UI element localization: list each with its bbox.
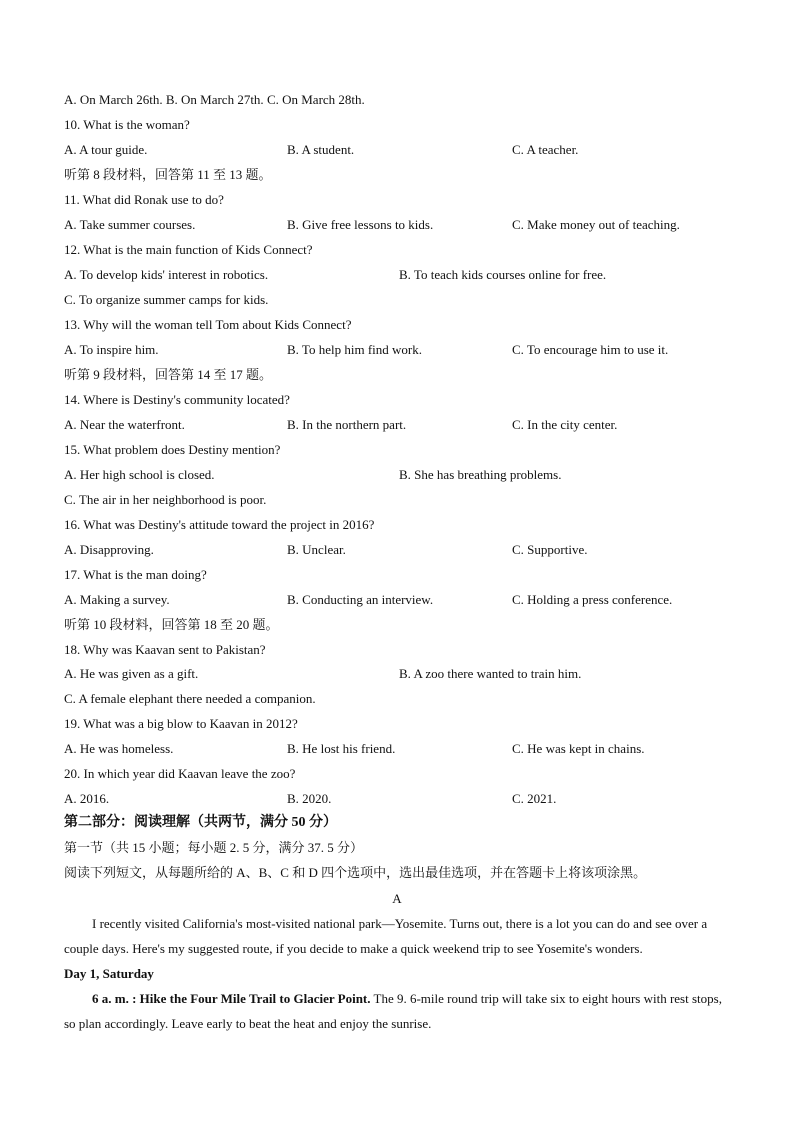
q12-option-b: B. To teach kids courses online for free. [399, 267, 607, 282]
hike-text: The 9. 6-mile round trip will take six to eight hours with rest stops, so plan accordingly. Leave early to beat the heat and enjoy the sunrise. [64, 991, 722, 1031]
q10-options [64, 142, 734, 158]
q14-option-a: A. Near the waterfront. [64, 417, 185, 432]
day-1-heading: Day 1, Saturday [64, 966, 154, 981]
section-10-instruction: 听第 10 段材料，回答第 18 至 20 题。 [64, 617, 279, 632]
q10-question: 10. What is the woman? [64, 117, 190, 132]
q12-option-a: A. To develop kids' interest in robotics. [64, 267, 269, 282]
q18-question: 18. Why was Kaavan sent to Pakistan? [64, 642, 266, 657]
q15-option-b: B. She has breathing problems. [399, 467, 562, 482]
q20-options [64, 791, 734, 807]
q16-option-a: A. Disapproving. [64, 542, 154, 557]
q15-option-a: A. Her high school is closed. [64, 467, 215, 482]
q12-options-row1 [64, 267, 734, 283]
q10-option-b: B. A student. [287, 142, 355, 157]
passage-paragraph-1: I recently visited California's most-visited national park—Yosemite. Turns out, there is a lot you can do and see over a couple days. Here's my suggested route, if you decide to make a quick weekend trip to see Yosemite's wonders. [64, 916, 708, 956]
q20-option-b: B. 2020. [287, 791, 332, 806]
q13-options [64, 342, 734, 358]
q15-option-c: C. The air in her neighborhood is poor. [64, 492, 267, 507]
q19-option-a: A. He was homeless. [64, 741, 174, 756]
q20-option-c: C. 2021. [512, 791, 557, 806]
q19-option-c: C. He was kept in chains. [512, 741, 645, 756]
q18-option-b: B. A zoo there wanted to train him. [399, 666, 582, 681]
hike-title: 6 a. m. : Hike the Four Mile Trail to Glacier Point. [92, 991, 371, 1006]
q17-option-a: A. Making a survey. [64, 592, 170, 607]
q19-question: 19. What was a big blow to Kaavan in 2012? [64, 716, 298, 731]
q15-question: 15. What problem does Destiny mention? [64, 442, 281, 457]
q19-option-b: B. He lost his friend. [287, 741, 396, 756]
q20-option-a: A. 2016. [64, 791, 110, 806]
q9-option-a: A. On March 26th. [64, 92, 163, 107]
section-9-instruction: 听第 9 段材料，回答第 14 至 17 题。 [64, 367, 273, 382]
q11-option-b: B. Give free lessons to kids. [287, 217, 434, 232]
q16-options [64, 542, 734, 558]
q14-question: 14. Where is Destiny's community located? [64, 392, 290, 407]
q15-options-row1 [64, 467, 734, 483]
q13-question: 13. Why will the woman tell Tom about Kids Connect? [64, 317, 352, 332]
q18-options-row1 [64, 666, 734, 682]
q16-option-b: B. Unclear. [287, 542, 346, 557]
section-8-instruction: 听第 8 段材料，回答第 11 至 13 题。 [64, 167, 272, 182]
part-2-title: 第二部分：阅读理解（共两节，满分 50 分） [64, 815, 337, 830]
passage-label: A [392, 891, 402, 906]
q13-option-c: C. To encourage him to use it. [512, 342, 669, 357]
q12-option-c: C. To organize summer camps for kids. [64, 292, 269, 307]
q18-option-c: C. A female elephant there needed a companion. [64, 691, 316, 706]
q17-options [64, 592, 734, 608]
q14-option-c: C. In the city center. [512, 417, 618, 432]
q11-question: 11. What did Ronak use to do? [64, 192, 224, 207]
reading-instruction: 阅读下列短文，从每题所给的 A、B、C 和 D 四个选项中，选出最佳选项，并在答题卡上将该项涂黑。 [64, 865, 647, 880]
q18-option-a: A. He was given as a gift. [64, 666, 199, 681]
q17-option-c: C. Holding a press conference. [512, 592, 673, 607]
q14-option-b: B. In the northern part. [287, 417, 407, 432]
q20-question: 20. In which year did Kaavan leave the zoo? [64, 766, 296, 781]
q13-option-a: A. To inspire him. [64, 342, 159, 357]
q17-question: 17. What is the man doing? [64, 567, 207, 582]
q16-question: 16. What was Destiny's attitude toward the project in 2016? [64, 517, 375, 532]
q16-option-c: C. Supportive. [512, 542, 588, 557]
q11-option-a: A. Take summer courses. [64, 217, 196, 232]
q10-option-c: C. A teacher. [512, 142, 579, 157]
q9-options [64, 92, 365, 108]
hike-paragraph [64, 986, 734, 1036]
q14-options [64, 417, 734, 433]
q13-option-b: B. To help him find work. [287, 342, 422, 357]
q12-question: 12. What is the main function of Kids Connect? [64, 242, 313, 257]
q19-options [64, 741, 734, 757]
q9-option-c: C. On March 28th. [266, 92, 365, 107]
q17-option-b: B. Conducting an interview. [287, 592, 434, 607]
q11-options [64, 217, 734, 233]
q10-option-a: A. A tour guide. [64, 142, 148, 157]
q9-option-b: B. On March 27th. [165, 92, 264, 107]
q11-option-c: C. Make money out of teaching. [512, 217, 680, 232]
section-1-heading: 第一节（共 15 小题；每小题 2. 5 分，满分 37. 5 分） [64, 840, 364, 855]
